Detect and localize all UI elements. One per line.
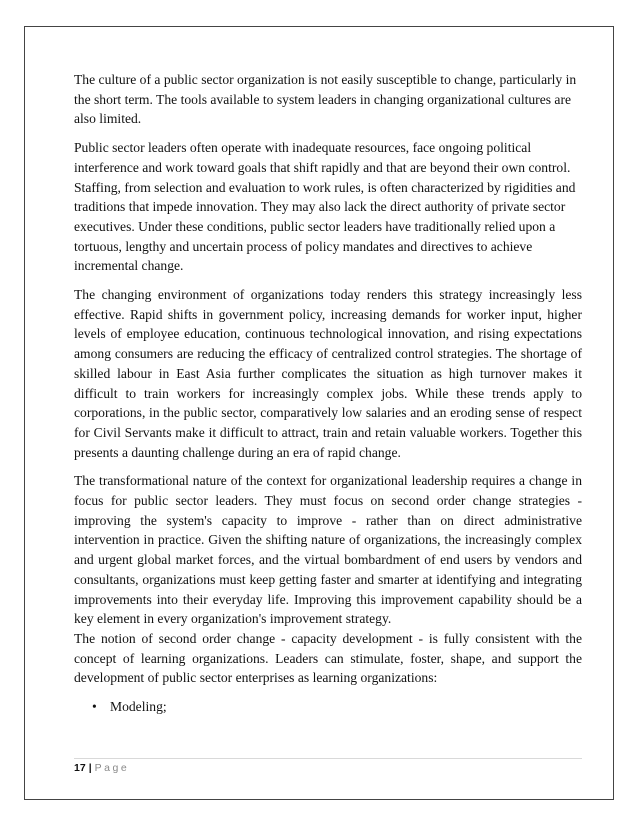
paragraph-culture: The culture of a public sector organization is not easily susceptible to change, particularly in the short term. The tools available to system leaders in changing organizational cultures are also limited.: [74, 72, 577, 127]
document-body: [74, 70, 582, 717]
list-item-text: Modeling;: [110, 699, 167, 715]
paragraph-second-order-change: The notion of second order change - capacity development - is fully consistent with the concept of learning organizations. Leaders can stimulate, foster, shape, and support the development of public sector enterprises as learning organizations:: [74, 630, 582, 686]
paragraph-changing-environment: The changing environment of organizations today renders this strategy increasingly less effective. Rapid shifts in government policy, increasing demands for worker input, higher levels of employee education, continuous technological innovation, and rising expectations among consumers are reducing the efficacy of centralized control strategies. The shortage of skilled labour in East Asia further complicates the situation as high turnover makes it difficult to train workers for increasingly complex jobs. While these trends apply to corporations, in the public sector, comparatively low salaries and an eroding sense of respect for Civil Servants make it difficult to attract, train and retain valuable workers. Together this presents a daunting challenge during an era of rapid change.: [74, 287, 582, 460]
footer-separator: |: [88, 762, 92, 774]
paragraph-transformational-nature: The transformational nature of the context for organizational leadership requires a change in focus for public sector leaders. They must focus on second order change strategies - improving the system's capacity to improve - rather than on direct administrative intervention in practice. Given the shifting nature of organizations, the increasingly complex and urgent global market forces, and the virtual bombardment of end users by vendors and consultants, organizations must keep getting faster and smarter at identifying and integrating improvements into their everyday life. Improving this improvement capability should be a key element in every organization's improvement strategy.: [74, 473, 582, 627]
paragraph-public-sector-leaders: Public sector leaders often operate with inadequate resources, face ongoing political interference and work toward goals that shift rapidly and that are beyond their own control. Staffing, from selection and evaluation to work rules, is often characterized by rigidities and traditions that impede innovation. They may also lack the direct authority of private sector executives. Under these conditions, public sector leaders have traditionally relied upon a tortuous, lengthy and uncertain process of policy mandates and directives to achieve incremental change.: [74, 140, 576, 274]
bullet-list: [74, 697, 582, 717]
page-footer: [74, 762, 129, 774]
page-label: Page: [94, 762, 130, 774]
list-item: [92, 697, 582, 717]
bullet-icon: •: [92, 699, 97, 715]
footer-divider: [74, 758, 582, 759]
page-number: 17: [74, 762, 86, 774]
